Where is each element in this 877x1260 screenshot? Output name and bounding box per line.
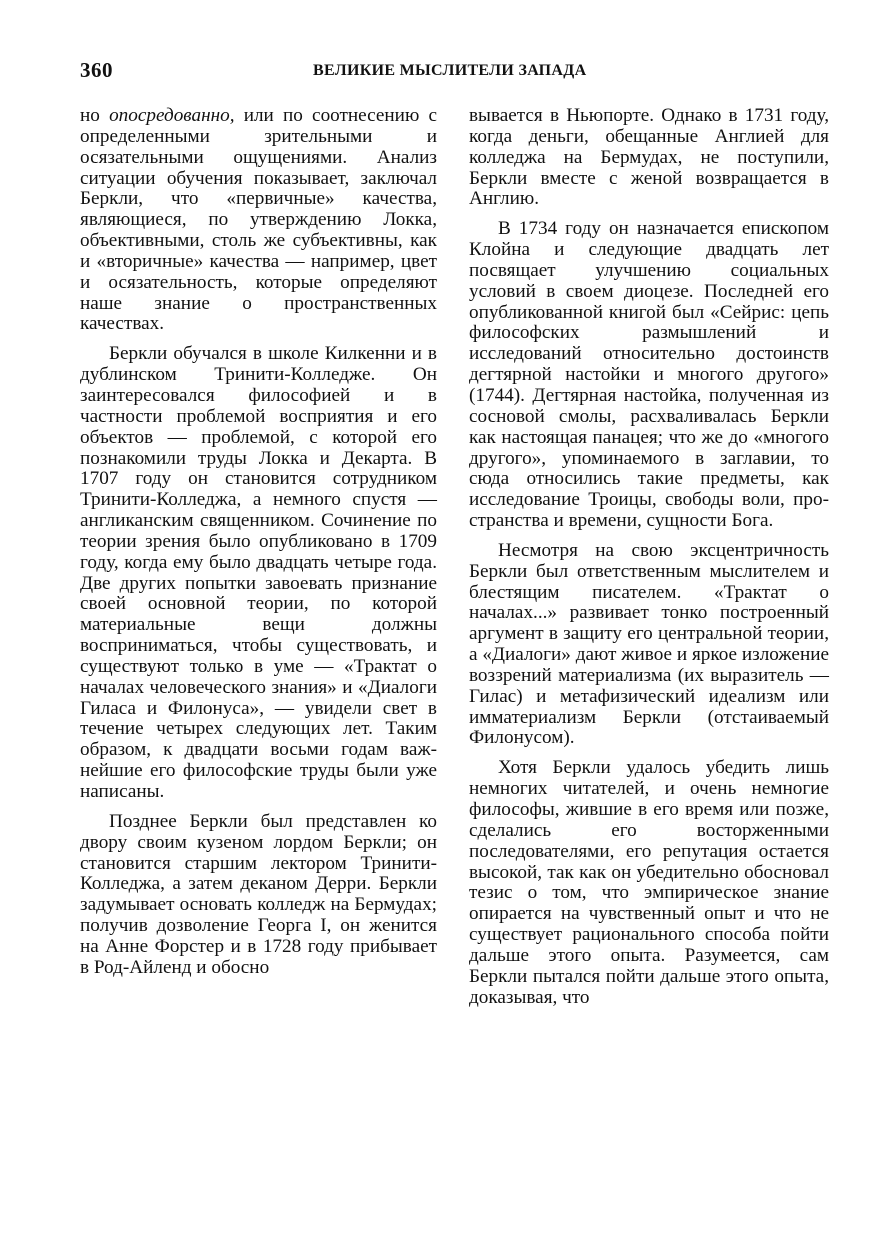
left-column [80,106,437,979]
emphasized-word: опосредованно, [109,105,235,126]
paragraph-continued: но опосредованно, или по соотнесению с определенными зрительными и осязательными ощущениями. Анализ ситуации обучения показывает, заключал Беркли, что «первичные» качества, являющиеся, по утверждению Локка, объективными, столь же субъективны, как и «вторичные» качества — например, цвет и осязательность, которые определяют наше знание о пространственных качествах. [80,105,437,335]
paragraph: В 1734 году он назначается епископом Клойна и следующие двадцать лет посвящает улучшению социальных условий в своем диоцезе. Последней его опубликованной книгой был «Сейрис: цепь философских размышлений и исследований относительно достоинств дегтярной настойки и многого другого» (1744). Дегтярная настойка, полученная из сосновой смолы, расхваливалась Беркли как настоящая панацея; что же до «многого другого», упоминаемого в заглавии, то сюда относились такие предметы, как исследование Троицы, свободы воли, пространства и времени, сущности Бога. [469,218,829,532]
page-number: 360 [80,58,113,82]
paragraph-text: или по соотнесению с определенными зрительными и осязательными ощущениями. Анализ ситуации обучения показывает, заключал Беркли, что «первичные» качества, являющиеся, по утверждению Локка, объективными, столь же субъективны, как и «вторичные» качества — например, цвет и осязательность, которые определяют наше знание о пространственных качествах. [80,105,437,335]
paragraph: Позднее Беркли был представлен ко двору своим кузеном лордом Беркли; он становится старшим лектором Тринити-Колледжа, а затем деканом Дерри. Беркли задумывает основать колледж на Бермудах; получив дозволение Георга I, он женится на Анне Форстер и в 1728 году прибывает в Род-Айленд и обосно [80,810,437,978]
right-column [469,106,829,1008]
paragraph: Хотя Беркли удалось убедить лишь немногих читателей, и очень немногие философы, жившие в его время или позже, сделались его восторженными последователями, его репутация остается высокой, так как он убедительно обосновал тезис о том, что эмпирическое знание опирается на чувственный опыт и что не существует рационального способа пойти дальше этого опыта. Разумеется, сам Беркли пытался пойти дальше этого опыта, доказывая, что [469,757,829,1008]
running-title: ВЕЛИКИЕ МЫСЛИТЕЛИ ЗАПАДА [313,62,587,79]
page-header [80,58,830,86]
paragraph-continued: вывается в Ньюпорте. Однако в 1731 году, когда деньги, обещанные Англией для колледжа на Бермудах, не поступили, Беркли вместе с женой возвращается в Англию. [469,105,829,210]
paragraph: Беркли обучался в школе Килкенни и в дублинском Тринити-Колледже. Он заинтересовался философией и в частности проблемой восприятия и его объектов — проблемой, с которой его познакомили труды Локка и Декарта. В 1707 году он становится сотрудником Тринити-Колледжа, а немного спустя — англиканским священником. Сочинение по теории зрения было опубликовано в 1709 году, когда ему было двадцать четыре года. Две других попытки завоевать признание своей основной теории, по которой материальные вещи должны восприниматься, чтобы существовать, и существуют только в уме — «Трактат о началах человеческого знания» и «Диалоги Гиласа и Филонуса», — увидели свет в течение четырех следующих лет. Таким образом, к двадцати восьми годам важнейшие его философские труды были уже написаны. [80,343,437,802]
paragraph: Несмотря на свою эксцентричность Беркли был ответственным мыслителем и блестящим писателем. «Трактат о началах...» развивает тонко построенный аргумент в защиту его центральной теории, а «Диалоги» дают живое и яркое изложение воззрений материализма (их выразитель — Гилас) и метафизический идеализм или имматериализм Беркли (отстаиваемый Филонусом). [469,539,829,749]
